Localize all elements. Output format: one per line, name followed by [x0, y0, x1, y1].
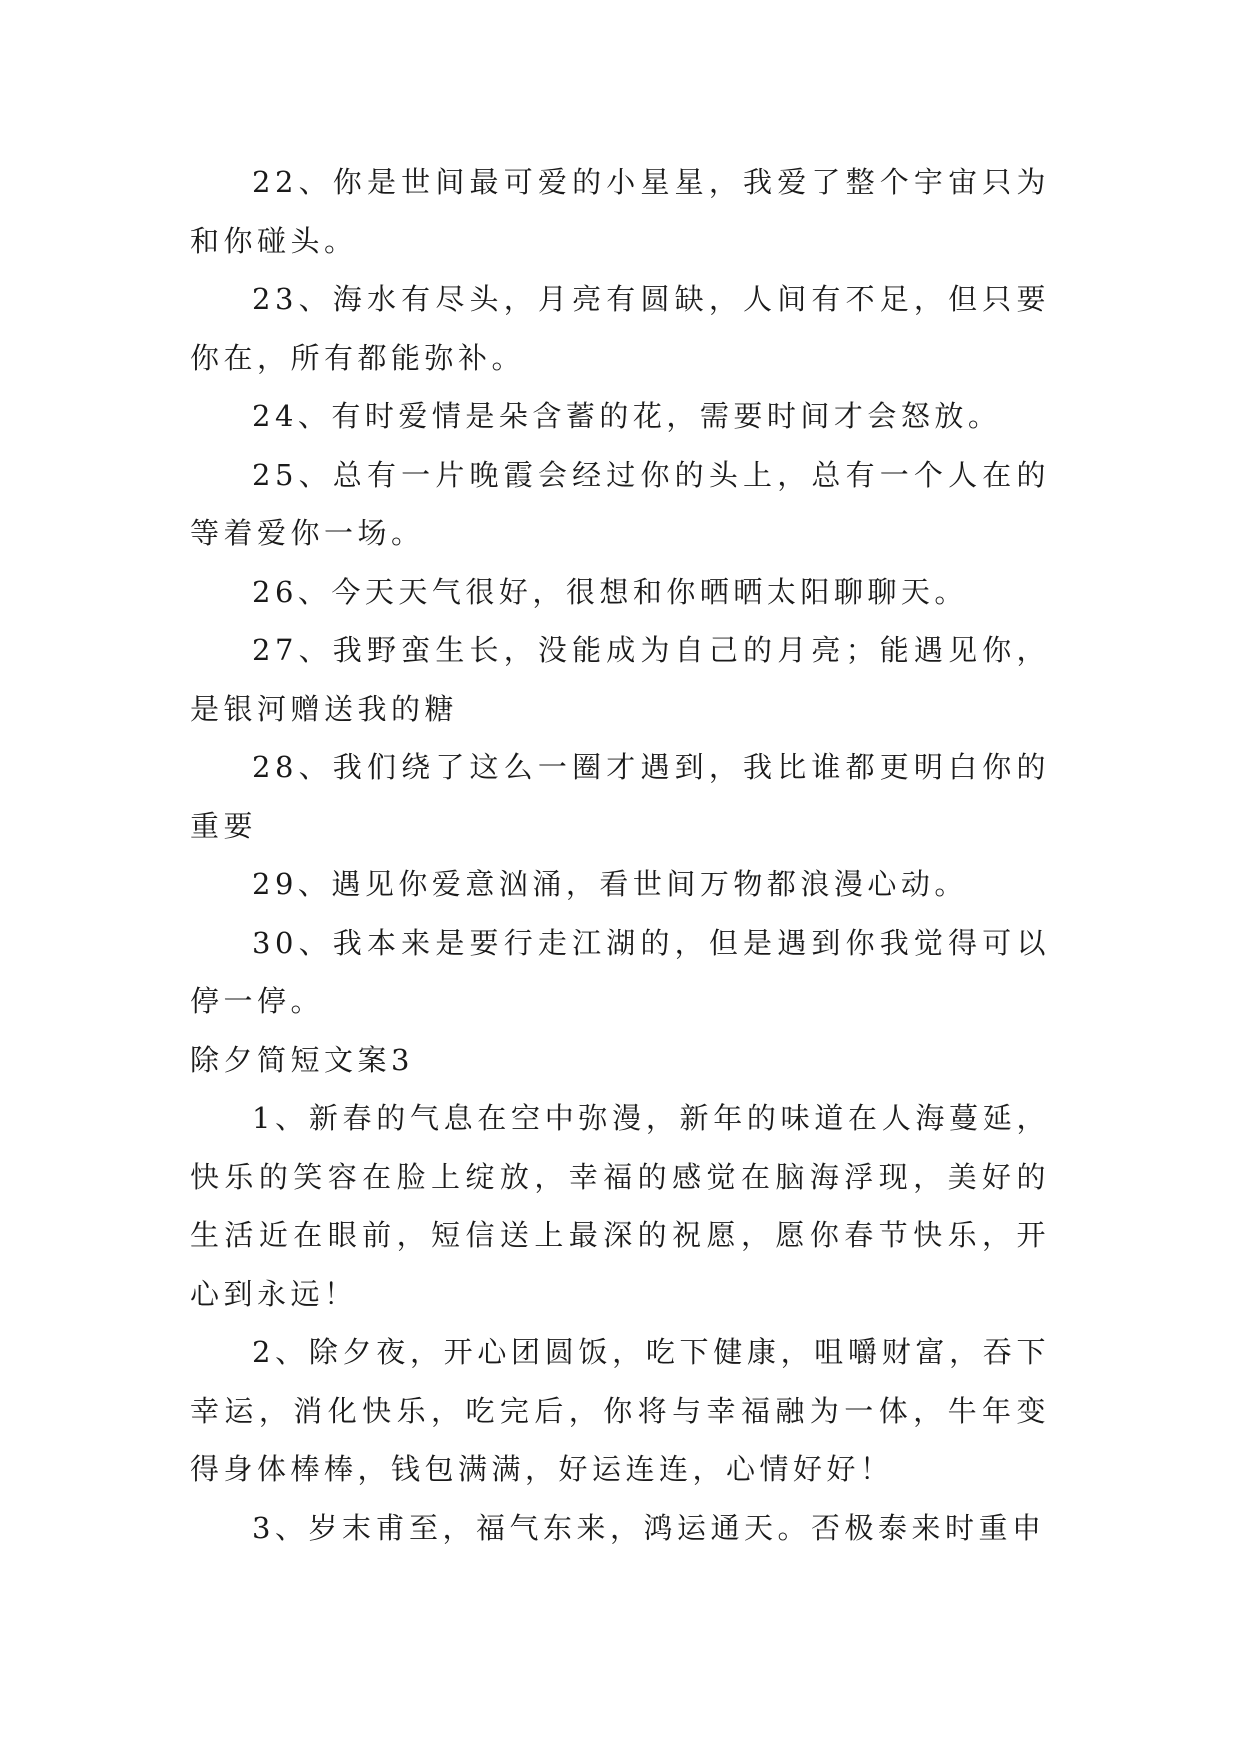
paragraph-27: 27、我野蛮生长，没能成为自己的月亮；能遇见你，是银河赠送我的糖 [190, 633, 1050, 726]
document-body [190, 153, 1050, 1557]
paragraph-25: 25、总有一片晚霞会经过你的头上，总有一个人在的等着爱你一场。 [190, 457, 1050, 550]
paragraph-30: 30、我本来是要行走江湖的，但是遇到你我觉得可以停一停。 [190, 925, 1050, 1018]
paragraph-22: 22、你是世间最可爱的小星星，我爱了整个宇宙只为和你碰头。 [190, 165, 1050, 258]
paragraph-26: 26、今天天气很好，很想和你晒晒太阳聊聊天。 [252, 574, 968, 609]
paragraph-29: 29、遇见你爱意汹涌，看世间万物都浪漫心动。 [252, 867, 968, 901]
paragraph-24: 24、有时爱情是朵含蓄的花，需要时间才会怒放。 [252, 399, 1002, 433]
paragraph-28: 28、我们绕了这么一圈才遇到，我比谁都更明白你的重要 [190, 750, 1050, 843]
paragraph-3: 3、岁末甫至，福气东来，鸿运通天。否极泰来时重申 [252, 1510, 1046, 1545]
paragraph-2: 2、除夕夜，开心团圆饭，吃下健康，咀嚼财富，吞下幸运，消化快乐，吃完后，你将与幸福融为一体，牛年变得身体棒棒，钱包满满，好运连连，心情好好！ [190, 1335, 1050, 1486]
section-heading: 除夕简短文案3 [190, 1042, 414, 1077]
paragraph-23: 23、海水有尽头，月亮有圆缺，人间有不足，但只要你在，所有都能弥补。 [190, 282, 1050, 375]
paragraph-1: 1、新春的气息在空中弥漫，新年的味道在人海蔓延，快乐的笑容在脸上绽放，幸福的感觉在脑海浮现，美好的生活近在眼前，短信送上最深的祝愿，愿你春节快乐，开心到永远！ [190, 1101, 1050, 1311]
